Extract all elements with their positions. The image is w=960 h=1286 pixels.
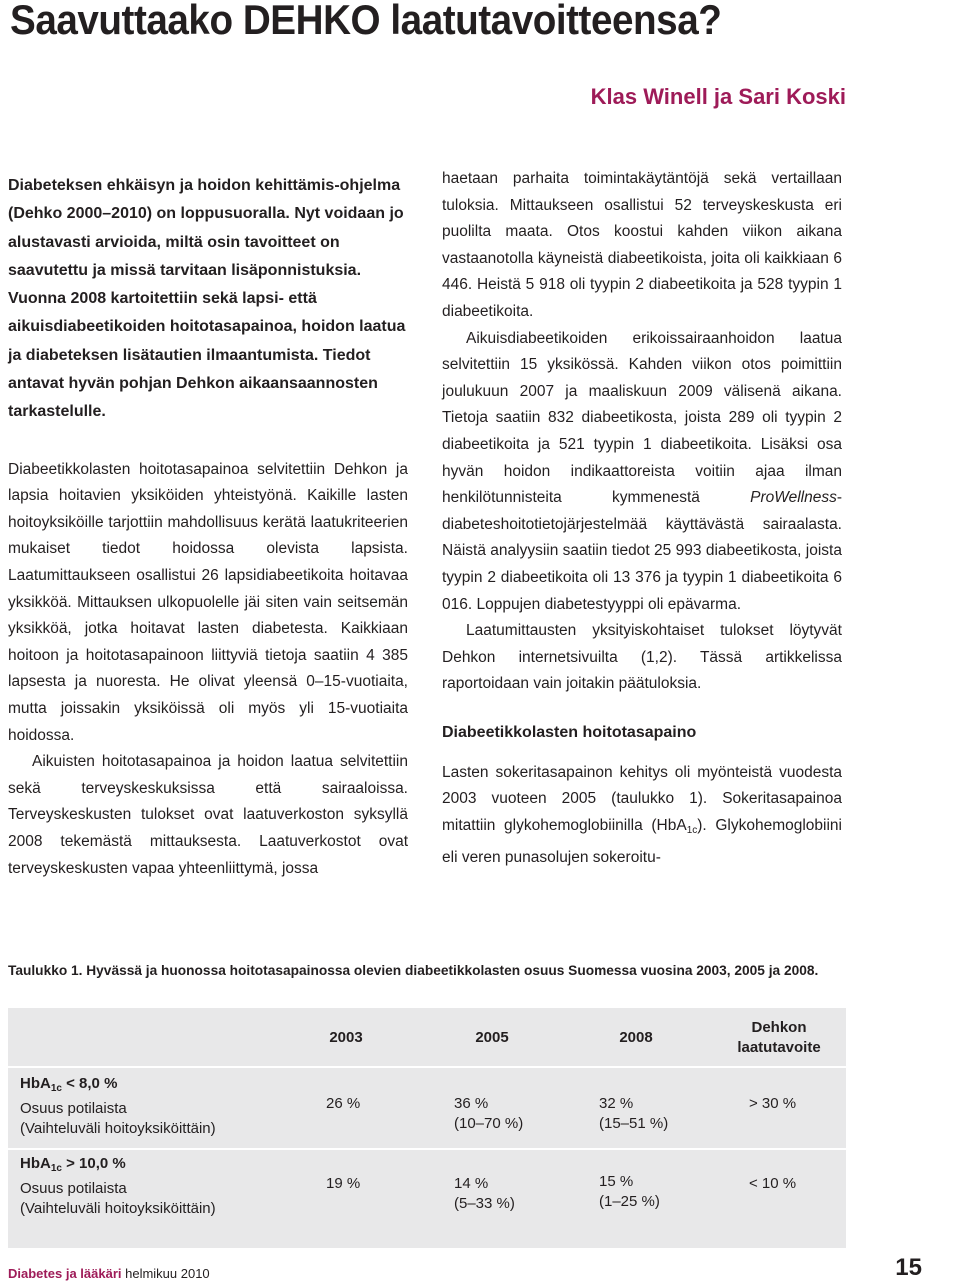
body-paragraph: Diabeetikkolasten hoitotasapainoa selvitettiin Dehkon ja lapsia hoitavien yksiköiden yhteistyönä. Kaikille lasten hoitoyksiköille tarjottiin mahdollisuus kerätä laatukriteerien mukaiset tiedot hoidossa olevista lapsista. Laatumittaukseen osallistui 26 lapsidiabeetikoita hoitavaa yksikköä. Mittauksen ulkopuolelle jäi siten vain seitsemän yksikköä, jotka hoitavat lasten diabetesta. Kaikkiaan hoitoon ja hoitotasapainoon liittyviä tietoja saatiin 4 385 lapsesta ja nuoresta. He olivat yleensä 0–15-vuotiaita, mutta joissakin yksiköissä oli myös yli 15-vuotiaita hoidossa. xyxy=(8,460,408,744)
label-sub: 1c xyxy=(50,1083,62,1094)
article-lead: Diabeteksen ehkäisyn ja hoidon kehittämis-ohjelma (Dehko 2000–2010) on loppusuoralla. Nyt voidaan jo alustavasti arvioida, miltä osin tavoitteet on saavutettu ja missä tarvitaan lisäponnistuksia. Vuonna 2008 kartoitettiin sekä lapsi- että aikuisdiabeetikoiden hoitotasapainoa, hoidon laatua ja diabeteksen lisätautien ilmaantumista. Tiedot antavat hyvän pohjan Dehkon aikaansaannosten tarkastelulle. xyxy=(8,177,406,421)
issue-date: helmikuu 2010 xyxy=(125,1266,210,1281)
cell-target: > 30 % xyxy=(749,1095,797,1112)
table-header-row xyxy=(8,1008,846,1066)
article-authors: Klas Winell ja Sari Koski xyxy=(590,84,846,109)
body-paragraph: Laatumittausten yksityiskohtaiset tulokset löytyvät Dehkon internetsivuilta (1,2). Tässä artikkelissa raportoidaan vain joitakin päätuloksia. xyxy=(442,622,842,693)
cell-2003: 19 % xyxy=(326,1175,361,1192)
cell-value: 36 % xyxy=(454,1095,489,1112)
table-caption: Taulukko 1. Hyvässä ja huonossa hoitotasapainossa olevien diabeetikkolasten osuus Suomessa vuosina 2003, 2005 ja 2008. xyxy=(8,962,819,978)
cell-range: (1–25 %) xyxy=(599,1193,660,1210)
journal-name-suffix: ja lääkäri xyxy=(65,1266,122,1281)
cell-2005 xyxy=(454,1094,523,1134)
cell-value: 15 % xyxy=(599,1173,634,1190)
cell-range: (5–33 %) xyxy=(454,1195,515,1212)
table-row xyxy=(8,1150,846,1248)
label-prefix: HbA xyxy=(20,1075,51,1092)
section-heading: Diabeetikkolasten hoitotasapaino xyxy=(442,723,697,741)
body-paragraph xyxy=(442,760,842,871)
header-2003: 2003 xyxy=(329,1029,363,1046)
right-column xyxy=(442,166,842,871)
header-2008: 2008 xyxy=(619,1029,653,1046)
cell-range: (15–51 %) xyxy=(599,1115,669,1132)
label-line3: (Vaihteluväli hoitoyksiköittäin) xyxy=(20,1200,216,1217)
label-sub: 1c xyxy=(50,1163,62,1174)
subscript: 1c xyxy=(686,825,698,837)
label-line2: Osuus potilaista xyxy=(20,1100,127,1117)
journal-footer xyxy=(8,1266,210,1281)
journal-name: Diabetes xyxy=(8,1266,63,1281)
header-target: Dehkon laatutavoite xyxy=(737,1019,821,1056)
row-label xyxy=(20,1074,300,1139)
label-prefix: HbA xyxy=(20,1155,51,1172)
body-text: Lasten sokeritasapainon kehitys oli myönteistä vuodesta 2003 vuoteen 2005 (taulukko 1). Sokeritasapainoa mitattiin glykohemoglobiinilla (HbA xyxy=(442,763,842,835)
label-line3: (Vaihteluväli hoitoyksiköittäin) xyxy=(20,1120,216,1137)
cell-2005 xyxy=(454,1174,515,1214)
cell-2003: 26 % xyxy=(326,1095,361,1112)
left-column xyxy=(8,172,408,882)
article-title: Saavuttaako DEHKO laatutavoitteensa? xyxy=(10,0,722,43)
cell-range: (10–70 %) xyxy=(454,1115,524,1132)
label-suffix: > 10,0 % xyxy=(61,1155,126,1172)
header-2005: 2005 xyxy=(475,1029,509,1046)
body-text: ). Glykohemoglobiini eli veren punasolujen sokeroitu- xyxy=(442,817,842,866)
body-text: -diabeteshoitotietojärjestelmää käyttävästä sairaalasta. Näistä analyysiin saatiin tiedot 25 993 diabeetikosta, joista tyypin 2 diabeetikoita oli 13 376 ja tyypin 1 diabeetikoita 6 016. Loppujen diabetestyyppi oli epävarma. xyxy=(442,489,842,613)
label-main xyxy=(20,1075,117,1092)
page-number: 15 xyxy=(895,1254,922,1281)
cell-2008 xyxy=(599,1172,660,1212)
row-label xyxy=(20,1154,300,1219)
label-main xyxy=(20,1155,126,1172)
body-paragraph xyxy=(442,326,842,619)
product-name: ProWellness xyxy=(750,489,837,507)
body-paragraph: Aikuisten hoitotasapainoa ja hoidon laatua selvitettiin sekä terveyskeskuksissa että sairaaloissa. Terveyskeskusten tulokset ovat laatuverkoston syksyllä 2008 tekemästä mittauksesta. Laatuverkostot ovat terveyskeskusten vapaa yhteenliittymä, jossa xyxy=(8,753,408,877)
label-line2: Osuus potilaista xyxy=(20,1180,127,1197)
cell-value: 32 % xyxy=(599,1095,634,1112)
body-text: Aikuisdiabeetikoiden erikoissairaanhoidon laatua selvitettiin 15 yksikössä. Kahden viikon otos poimittiin joulukuun 2007 ja maaliskuun 2009 välisenä aikana. Tietoja saatiin 832 diabeetikosta, joista 289 oli tyypin 2 diabeetikoita ja 521 tyypin 1 diabeetikoita. Lisäksi osa hyvän hoidon indikaattoreista voitiin ajaa ilman henkilötunnisteita kymmenestä xyxy=(442,329,842,507)
table-row xyxy=(8,1068,846,1148)
label-suffix: < 8,0 % xyxy=(61,1075,118,1092)
cell-2008 xyxy=(599,1094,668,1134)
data-table xyxy=(8,1008,846,1248)
cell-target: < 10 % xyxy=(749,1175,797,1192)
body-paragraph: haetaan parhaita toimintakäytäntöjä sekä vertaillaan tuloksia. Mittaukseen osallistui 52 terveyskeskusta eri puolilta maata. Otos koostui kahden viikon aikana vastaanotolla käyneistä diabeetikoista, joita oli kaikkiaan 6 446. Heistä 5 918 oli tyypin 2 diabeetikoita ja 528 tyypin 1 diabeetikoita. xyxy=(442,170,842,320)
cell-value: 14 % xyxy=(454,1175,489,1192)
